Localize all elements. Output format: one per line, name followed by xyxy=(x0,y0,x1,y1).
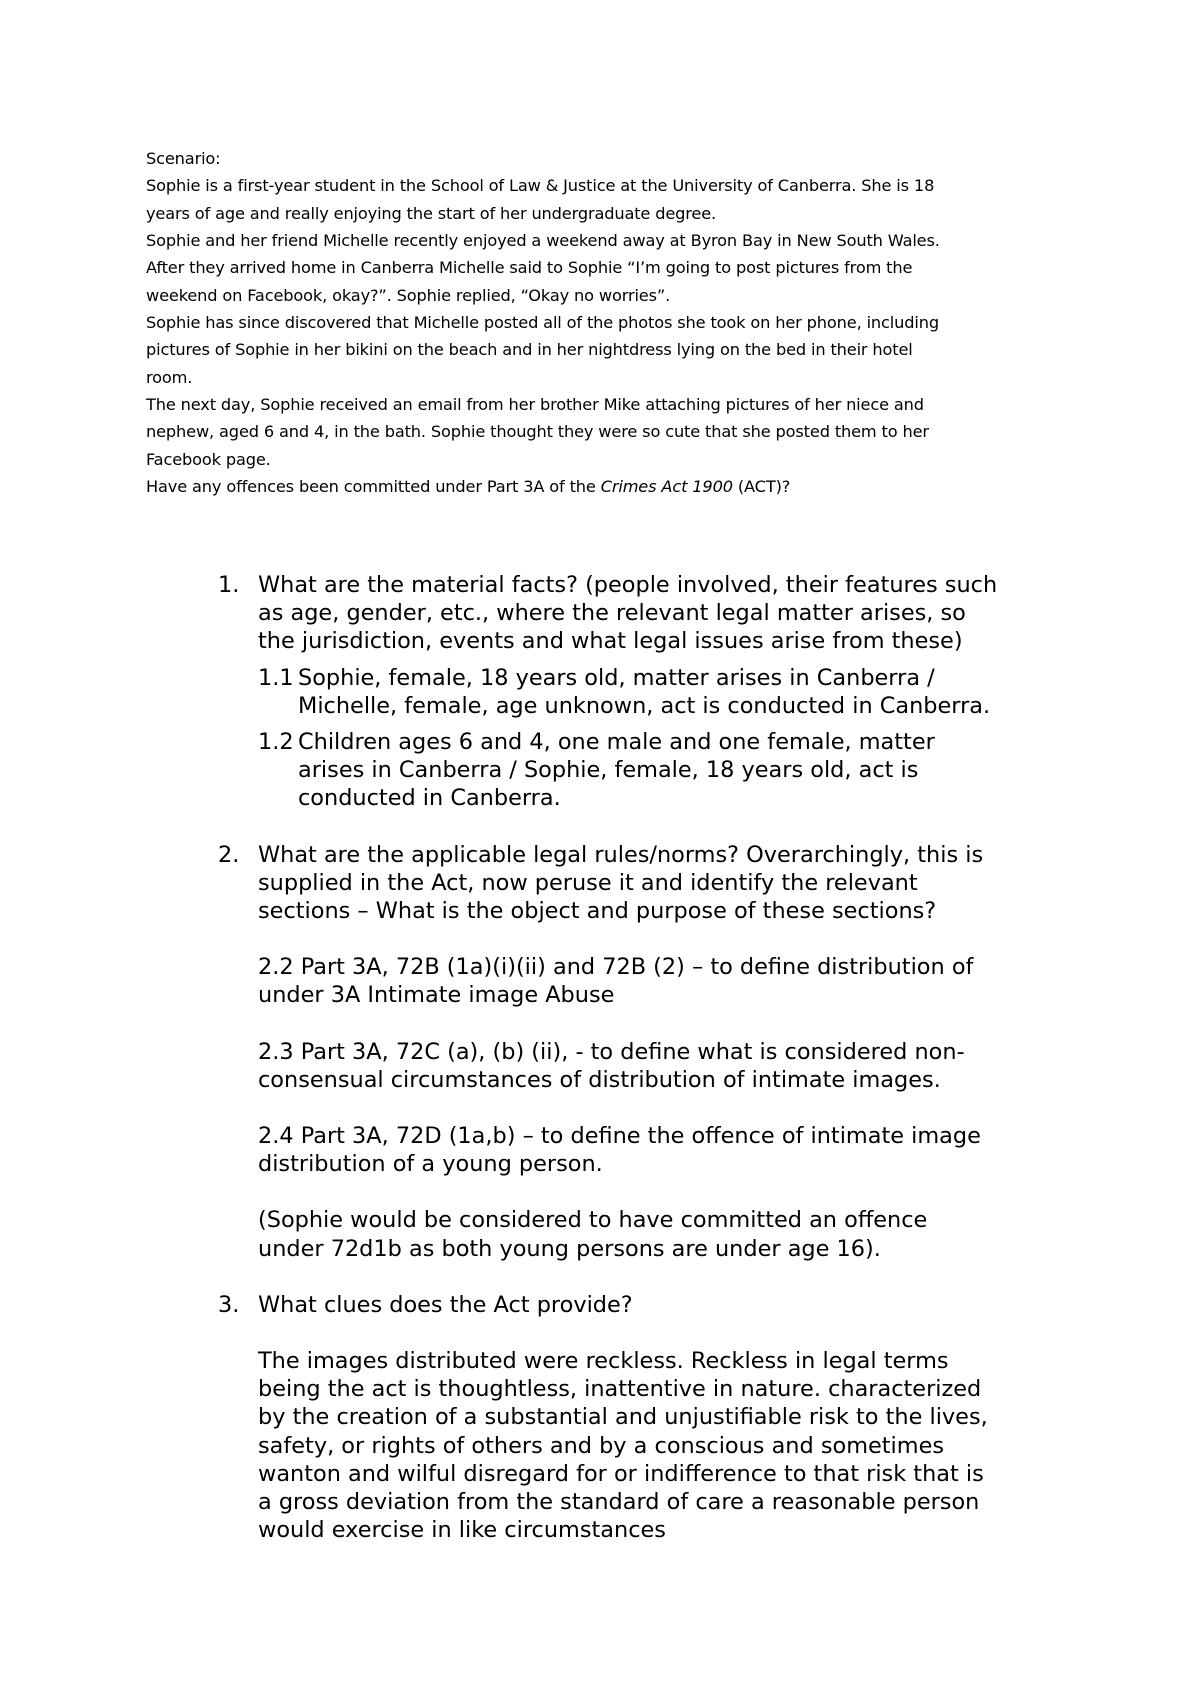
answer-2-4 xyxy=(218,1122,1118,1178)
question-line: supplied in the Act, now peruse it and identify the relevant xyxy=(258,869,918,896)
answer-line: Sophie, female, 18 years old, matter arises in Canberra / xyxy=(298,664,935,691)
scenario-line: weekend on Facebook, okay?”. Sophie replied, “Okay no worries”. xyxy=(146,285,671,305)
answer-line: 2.4 Part 3A, 72D (1a,b) – to define the offence of intimate image xyxy=(258,1123,981,1150)
question-number: 1. xyxy=(218,572,240,598)
answer-line: being the act is thoughtless, inattentive in nature. characterized xyxy=(258,1376,982,1403)
scenario-line: Sophie has since discovered that Michelle posted all of the photos she took on her phone, including xyxy=(146,313,939,333)
answer-line: by the creation of a substantial and unjustifiable risk to the lives, xyxy=(258,1404,988,1431)
answer-line: arises in Canberra / Sophie, female, 18 years old, act is xyxy=(298,757,919,784)
scenario-question-suffix: (ACT)? xyxy=(732,477,791,497)
answer-1-1 xyxy=(218,664,1118,720)
question-line: What are the applicable legal rules/norms? Overarchingly, this is xyxy=(258,841,984,868)
answer-line: 2.2 Part 3A, 72B (1a)(i)(ii) and 72B (2) – to define distribution of xyxy=(258,954,974,981)
scenario-line: The next day, Sophie received an email from her brother Mike attaching pictures of her niece and xyxy=(146,395,924,415)
answer-1-2 xyxy=(218,728,1118,813)
scenario-line: After they arrived home in Canberra Michelle said to Sophie “I’m going to post pictures from the xyxy=(146,258,913,278)
answer-line: Children ages 6 and 4, one male and one female, matter xyxy=(298,729,935,756)
question-number: 3. xyxy=(218,1291,240,1318)
question-line: as age, gender, etc., where the relevant legal matter arises, so xyxy=(258,600,966,627)
answer-line: consensual circumstances of distribution of intimate images. xyxy=(258,1066,941,1093)
scenario-question xyxy=(146,473,1066,500)
answer-line: conducted in Canberra. xyxy=(298,785,561,812)
question-line: the jurisdiction, events and what legal issues arise from these) xyxy=(258,628,963,655)
scenario-section xyxy=(146,145,1066,500)
answer-line: distribution of a young person. xyxy=(258,1151,603,1178)
questions-list xyxy=(218,571,1118,1544)
scenario-heading: Scenario: xyxy=(146,149,221,168)
answer-2-3 xyxy=(218,1038,1118,1094)
question-line: What clues does the Act provide? xyxy=(258,1291,633,1318)
question-line: What are the material facts? (people involved, their features such xyxy=(258,572,998,598)
scenario-line: Sophie and her friend Michelle recently enjoyed a weekend away at Byron Bay in New South Wales. xyxy=(146,231,940,251)
scenario-line: room. xyxy=(146,367,193,387)
scenario-line: nephew, aged 6 and 4, in the bath. Sophie thought they were so cute that she posted them to her xyxy=(146,422,929,442)
answer-2-note xyxy=(218,1206,1118,1262)
question-3 xyxy=(218,1291,1118,1319)
answer-line: safety, or rights of others and by a conscious and sometimes xyxy=(258,1432,945,1459)
answer-line: Michelle, female, age unknown, act is conducted in Canberra. xyxy=(298,692,991,719)
scenario-line: Facebook page. xyxy=(146,449,271,469)
question-number: 2. xyxy=(218,841,240,868)
answer-line: 2.3 Part 3A, 72C (a), (b) (ii), - to define what is considered non- xyxy=(258,1038,965,1065)
answer-line: The images distributed were reckless. Reckless in legal terms xyxy=(258,1348,949,1375)
answer-line: under 3A Intimate image Abuse xyxy=(258,982,615,1009)
answer-number: 1.2 xyxy=(258,729,294,756)
scenario-line: Sophie is a first-year student in the School of Law & Justice at the University of Canberra. She is 18 xyxy=(146,176,935,196)
question-1 xyxy=(218,571,1118,656)
question-line: sections – What is the object and purpose of these sections? xyxy=(258,898,937,925)
answer-2-2 xyxy=(218,953,1118,1009)
scenario-question-prefix: Have any offences been committed under Part 3A of the xyxy=(146,477,601,497)
answer-number: 1.1 xyxy=(258,664,294,691)
answer-line: under 72d1b as both young persons are under age 16). xyxy=(258,1235,881,1262)
answer-line: (Sophie would be considered to have committed an offence xyxy=(258,1207,928,1234)
answer-3 xyxy=(218,1347,1118,1544)
answer-line: wanton and wilful disregard for or indifference to that risk that is xyxy=(258,1460,984,1487)
scenario-line: pictures of Sophie in her bikini on the beach and in her nightdress lying on the bed in their hotel xyxy=(146,340,913,360)
answer-line: would exercise in like circumstances xyxy=(258,1517,666,1544)
scenario-line: years of age and really enjoying the start of her undergraduate degree. xyxy=(146,203,717,223)
answer-line: a gross deviation from the standard of care a reasonable person xyxy=(258,1489,980,1516)
question-2 xyxy=(218,841,1118,926)
act-title: Crimes Act 1900 xyxy=(600,477,733,497)
